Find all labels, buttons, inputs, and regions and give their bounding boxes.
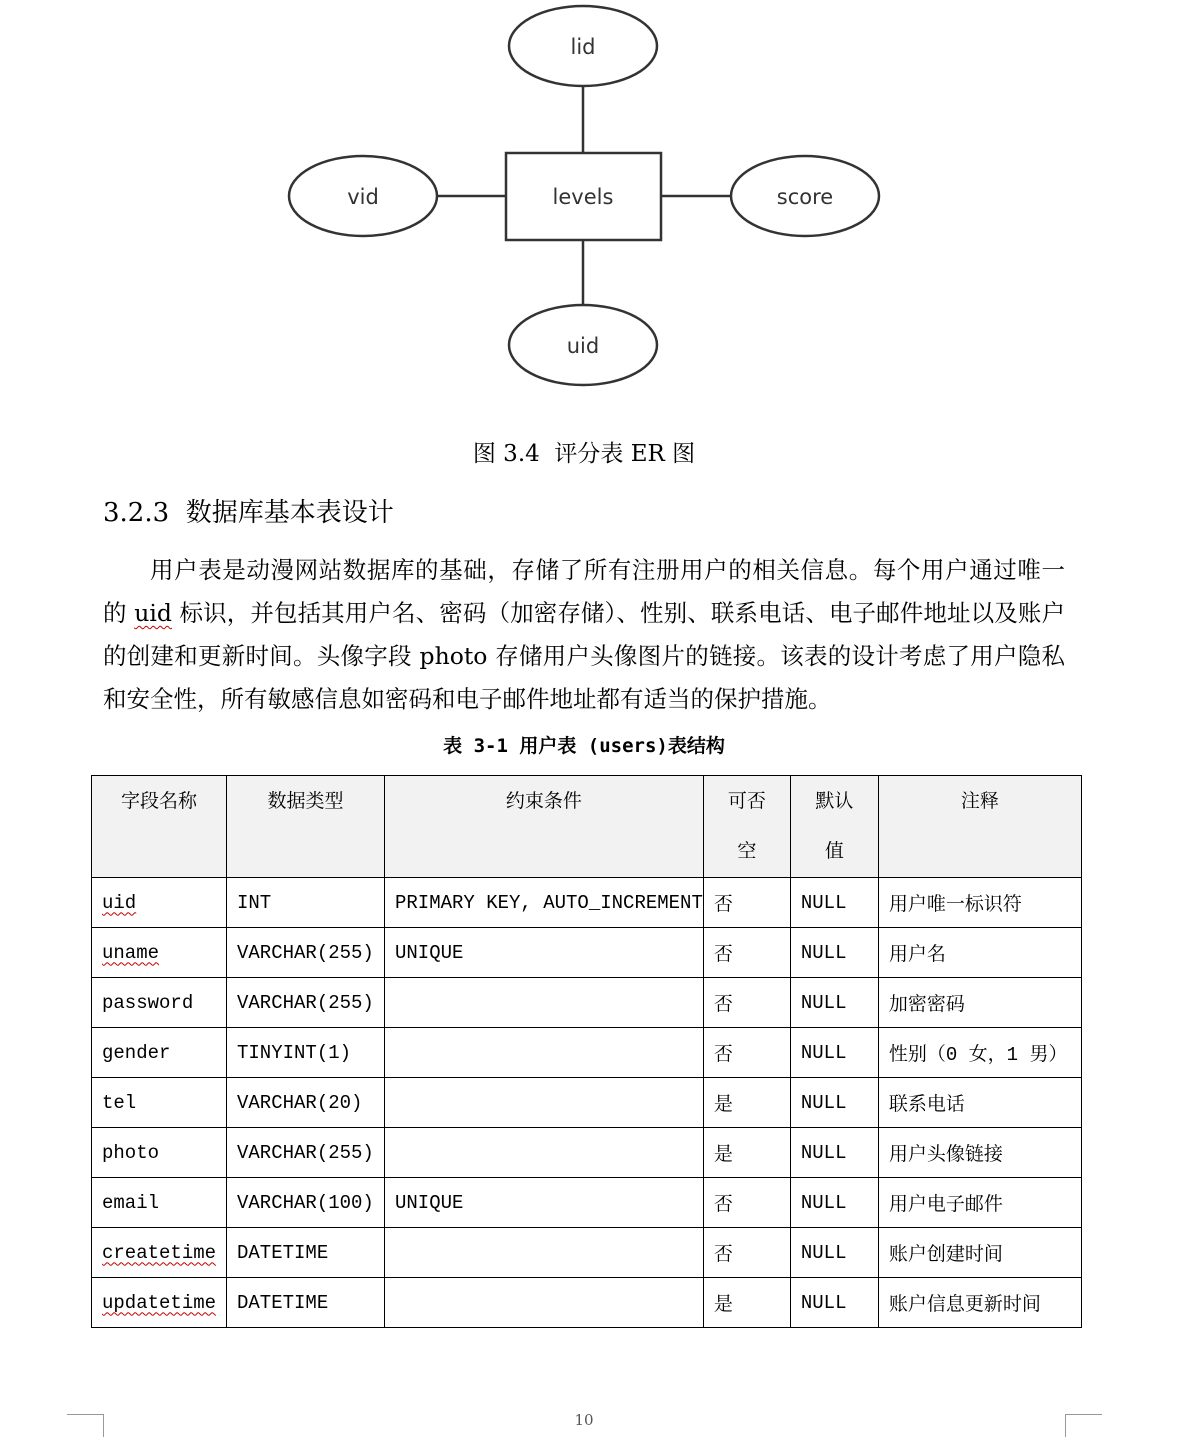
cell-field: email [92,1178,227,1228]
cell-comment: 加密密码 [878,978,1081,1028]
cell-constraint: PRIMARY KEY, AUTO_INCREMENT [385,878,704,928]
cell-nullable: 否 [703,1028,790,1078]
cell-nullable: 否 [703,878,790,928]
header-nullable: 可否空 [703,776,790,878]
table-row [92,928,1082,978]
table-row [92,1278,1082,1328]
table-row [92,978,1082,1028]
table-caption: 表 3-1 用户表 (users)表结构 [443,735,725,757]
cell-field: password [92,978,227,1028]
body-paragraph [103,549,1065,721]
page-number: 10 [574,1411,594,1429]
er-diagram [0,0,1200,400]
cell-type: VARCHAR(255) [227,1128,385,1178]
cell-type: VARCHAR(20) [227,1078,385,1128]
table-row [92,1228,1082,1278]
users-schema-table [91,775,1082,1328]
attribute-vid: vid [347,185,379,209]
cell-field: uname [92,928,227,978]
cell-comment: 用户名 [878,928,1081,978]
cell-constraint [385,1078,704,1128]
paragraph-text-2: 标识，并包括其用户名、密码（加密存储）、性别、联系电话、电子邮件地址以及账户的创建和更新时间。头像字段 photo 存储用户头像图片的链接。该表的设计考虑了用户隐私和安全性，所有敏感信息如密码和电子邮件地址都有适当的保护措施。 [103,599,1065,713]
header-field-name: 字段名称 [92,776,227,878]
table-row [92,1128,1082,1178]
cell-nullable: 否 [703,928,790,978]
cell-constraint [385,1228,704,1278]
paragraph-text-1: 用户表是动漫网站数据库的基础，存储了所有注册用户的相关信息。每个用户通过唯一的 [103,556,1065,627]
figure-caption: 图 3.4 评分表 ER 图 [472,441,696,467]
attribute-uid: uid [566,334,600,358]
table-header-row [92,776,1082,878]
cell-field: createtime [92,1228,227,1278]
cell-field: tel [92,1078,227,1128]
header-default: 默认值 [790,776,878,878]
cell-type: INT [227,878,385,928]
cell-type: VARCHAR(255) [227,978,385,1028]
section-number: 3.2.3 [103,498,170,528]
cell-field: uid [92,878,227,928]
cell-constraint [385,1028,704,1078]
cell-default: NULL [790,1228,878,1278]
header-constraints: 约束条件 [385,776,704,878]
header-comment: 注释 [878,776,1081,878]
cell-nullable: 是 [703,1078,790,1128]
cell-constraint [385,1278,704,1328]
cell-constraint: UNIQUE [385,928,704,978]
cell-default: NULL [790,1128,878,1178]
cell-type: TINYINT(1) [227,1028,385,1078]
cell-type: VARCHAR(255) [227,928,385,978]
cell-default: NULL [790,978,878,1028]
cell-constraint [385,1128,704,1178]
cell-constraint: UNIQUE [385,1178,704,1228]
cell-comment: 联系电话 [878,1078,1081,1128]
cell-default: NULL [790,1078,878,1128]
cell-nullable: 否 [703,978,790,1028]
cell-field: updatetime [92,1278,227,1328]
cell-field: gender [92,1028,227,1078]
cell-comment: 用户唯一标识符 [878,878,1081,928]
cell-field: photo [92,1128,227,1178]
cell-default: NULL [790,1028,878,1078]
attribute-score: score [776,185,834,209]
cell-comment: 账户创建时间 [878,1228,1081,1278]
cell-type: DATETIME [227,1228,385,1278]
cell-type: DATETIME [227,1278,385,1328]
cell-type: VARCHAR(100) [227,1178,385,1228]
paragraph-code-uid: uid [134,599,172,627]
cell-default: NULL [790,878,878,928]
table-row [92,1178,1082,1228]
cell-comment: 用户电子邮件 [878,1178,1081,1228]
cell-default: NULL [790,1278,878,1328]
cell-default: NULL [790,1178,878,1228]
section-title: 数据库基本表设计 [185,498,394,528]
cell-comment: 用户头像链接 [878,1128,1081,1178]
entity-levels: levels [552,185,614,209]
attribute-lid: lid [570,35,596,59]
cell-comment: 性别（0 女，1 男） [878,1028,1081,1078]
cell-default: NULL [790,928,878,978]
cell-nullable: 否 [703,1178,790,1228]
cell-constraint [385,978,704,1028]
cell-nullable: 是 [703,1278,790,1328]
cell-comment: 账户信息更新时间 [878,1278,1081,1328]
table-row [92,1028,1082,1078]
header-data-type: 数据类型 [227,776,385,878]
cell-nullable: 是 [703,1128,790,1178]
section-heading [103,493,394,533]
table-row [92,1078,1082,1128]
cell-nullable: 否 [703,1228,790,1278]
page-corner-mark-right [1065,1414,1102,1437]
table-row [92,878,1082,928]
